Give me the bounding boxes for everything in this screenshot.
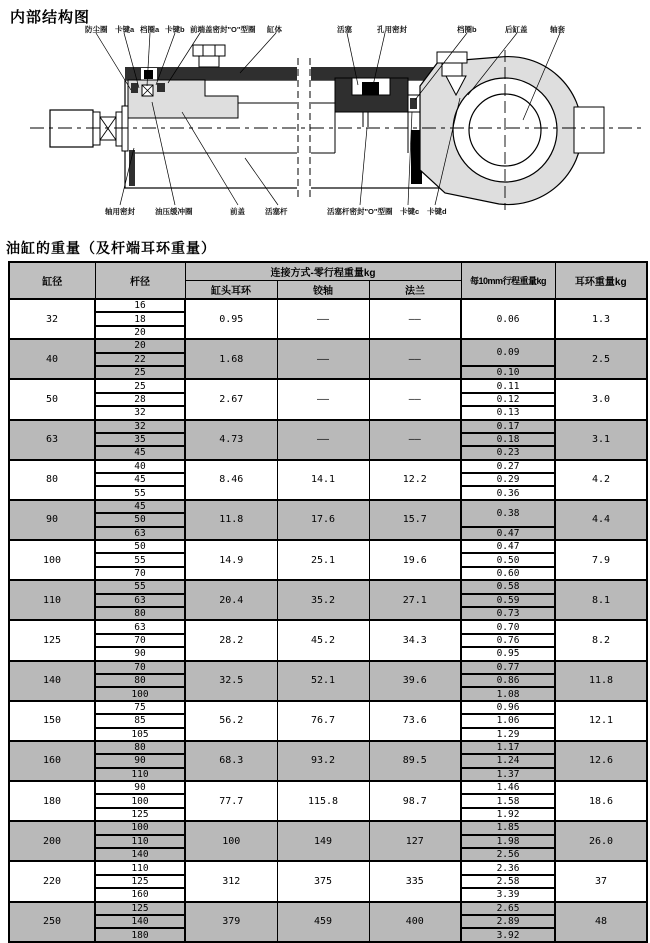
head-ring-weight-cell: 379 (185, 902, 277, 942)
table-row (9, 661, 647, 674)
header-per10mm: 每10mm行程重量kg (461, 262, 555, 299)
rod-diameter-cell: 40 (95, 460, 185, 473)
head-ring-weight-cell: 1.68 (185, 339, 277, 379)
rod-diameter-cell: 16 (95, 299, 185, 312)
per10mm-weight-cell: 0.58 (461, 580, 555, 593)
flange-weight-cell: 19.6 (369, 540, 461, 580)
rod-diameter-cell: 18 (95, 312, 185, 325)
pivot-weight-cell: —— (277, 339, 369, 379)
per10mm-weight-cell: 1.58 (461, 794, 555, 807)
part-label-front-oring: 前端盖密封"O"型圈 (190, 25, 256, 34)
table-row (9, 781, 647, 794)
rod-diameter-cell: 22 (95, 353, 185, 366)
rod-diameter-cell: 125 (95, 875, 185, 888)
bore-cell: 250 (9, 902, 95, 942)
ring-weight-cell: 4.4 (555, 500, 647, 540)
flange-weight-cell: 89.5 (369, 741, 461, 781)
per10mm-weight-cell: 0.12 (461, 393, 555, 406)
per10mm-weight-cell: 0.10 (461, 366, 555, 379)
rod-diameter-cell: 180 (95, 928, 185, 941)
part-label-dust-ring: 防尘圈 (85, 25, 108, 34)
table-row (9, 379, 647, 392)
bore-cell: 40 (9, 339, 95, 379)
pivot-weight-cell: 375 (277, 861, 369, 901)
pivot-weight-cell: —— (277, 299, 369, 339)
head-ring-weight-cell: 68.3 (185, 741, 277, 781)
per10mm-weight-cell: 0.50 (461, 553, 555, 566)
rod-diameter-cell: 85 (95, 714, 185, 727)
rod-diameter-cell: 55 (95, 486, 185, 499)
head-ring-weight-cell: 11.8 (185, 500, 277, 540)
per10mm-weight-cell: 2.89 (461, 915, 555, 928)
pivot-weight-cell: 45.2 (277, 620, 369, 660)
bore-cell: 220 (9, 861, 95, 901)
flange-weight-cell: 73.6 (369, 701, 461, 741)
rod-end (50, 106, 128, 151)
bore-cell: 90 (9, 500, 95, 540)
ring-weight-cell: 11.8 (555, 661, 647, 701)
per10mm-weight-cell: 0.09 (461, 339, 555, 366)
table-row (9, 420, 647, 433)
per10mm-weight-cell: 0.29 (461, 473, 555, 486)
rod-diameter-cell: 70 (95, 567, 185, 580)
rod-diameter-cell: 63 (95, 594, 185, 607)
table-row (9, 540, 647, 553)
bore-cell: 180 (9, 781, 95, 821)
table-row (9, 861, 647, 874)
per10mm-weight-cell: 3.39 (461, 888, 555, 901)
part-label-piston-rod: 活塞杆 (265, 207, 288, 216)
head-ring-weight-cell: 14.9 (185, 540, 277, 580)
internal-structure-diagram-section (0, 0, 650, 234)
weight-table-header (9, 262, 647, 299)
head-ring-weight-cell: 2.67 (185, 379, 277, 419)
table-row (9, 339, 647, 352)
head-ring-weight-cell: 32.5 (185, 661, 277, 701)
head-ring-weight-cell: 77.7 (185, 781, 277, 821)
dust-ring-seal (131, 83, 138, 93)
rod-diameter-cell: 50 (95, 513, 185, 526)
head-ring-weight-cell: 56.2 (185, 701, 277, 741)
flange-weight-cell: 335 (369, 861, 461, 901)
per10mm-weight-cell: 1.92 (461, 808, 555, 821)
head-ring-weight-cell: 312 (185, 861, 277, 901)
per10mm-weight-cell: 0.96 (461, 701, 555, 714)
rod-diameter-cell: 35 (95, 433, 185, 446)
rod-diameter-cell: 90 (95, 754, 185, 767)
bore-cell: 110 (9, 580, 95, 620)
part-label-bore-seal: 孔用密封 (377, 25, 407, 34)
rod-diameter-cell: 140 (95, 848, 185, 861)
table-row (9, 821, 647, 834)
rod-diameter-cell: 100 (95, 794, 185, 807)
pivot-weight-cell: 35.2 (277, 580, 369, 620)
bore-cell: 160 (9, 741, 95, 781)
part-label-front-cover: 前盖 (230, 207, 245, 216)
rod-diameter-cell: 80 (95, 741, 185, 754)
table-row (9, 580, 647, 593)
flange-weight-cell: —— (369, 420, 461, 460)
head-ring-weight-cell: 4.73 (185, 420, 277, 460)
rod-diameter-cell: 28 (95, 393, 185, 406)
pivot-weight-cell: 14.1 (277, 460, 369, 500)
ring-weight-cell: 2.5 (555, 339, 647, 379)
per10mm-weight-cell: 0.76 (461, 634, 555, 647)
rod-diameter-cell: 32 (95, 420, 185, 433)
flange-weight-cell: 27.1 (369, 580, 461, 620)
ring-weight-cell: 12.6 (555, 741, 647, 781)
rod-diameter-cell: 20 (95, 339, 185, 352)
table-row (9, 701, 647, 714)
per10mm-weight-cell: 0.59 (461, 594, 555, 607)
ring-weight-cell: 26.0 (555, 821, 647, 861)
per10mm-weight-cell: 0.86 (461, 674, 555, 687)
weight-table-title: 油缸的重量（及杆端耳环重量） (6, 240, 216, 256)
weight-table-body (9, 299, 647, 942)
per10mm-weight-cell: 1.06 (461, 714, 555, 727)
front-port-bolt (193, 45, 225, 67)
rod-diameter-cell: 80 (95, 607, 185, 620)
flange-weight-cell: 12.2 (369, 460, 461, 500)
header-pivot: 铰轴 (277, 281, 369, 300)
pivot-weight-cell: 115.8 (277, 781, 369, 821)
flange-weight-cell: 34.3 (369, 620, 461, 660)
rod-diameter-cell: 63 (95, 620, 185, 633)
pivot-weight-cell: 149 (277, 821, 369, 861)
cylinder-cross-section-drawing (0, 0, 650, 234)
ring-weight-cell: 3.1 (555, 420, 647, 460)
rod-diameter-cell: 110 (95, 768, 185, 781)
rod-diameter-cell: 45 (95, 473, 185, 486)
rod-diameter-cell: 105 (95, 728, 185, 741)
pivot-weight-cell: 93.2 (277, 741, 369, 781)
table-row (9, 460, 647, 473)
header-flange: 法兰 (369, 281, 461, 300)
per10mm-weight-cell: 1.46 (461, 781, 555, 794)
head-ring-weight-cell: 28.2 (185, 620, 277, 660)
head-ring-weight-cell: 100 (185, 821, 277, 861)
per10mm-weight-cell: 1.98 (461, 835, 555, 848)
part-label-key-b: 卡键b (165, 25, 185, 34)
pivot-weight-cell: —— (277, 379, 369, 419)
ring-weight-cell: 3.0 (555, 379, 647, 419)
ring-weight-cell: 1.3 (555, 299, 647, 339)
rod-diameter-cell: 90 (95, 647, 185, 660)
head-ring-weight-cell: 0.95 (185, 299, 277, 339)
rod-diameter-cell: 20 (95, 326, 185, 339)
flange-weight-cell: 98.7 (369, 781, 461, 821)
flange-weight-cell: —— (369, 339, 461, 379)
flange-weight-cell: 400 (369, 902, 461, 942)
rod-diameter-cell: 70 (95, 661, 185, 674)
rod-diameter-cell: 45 (95, 446, 185, 459)
flange-weight-cell: —— (369, 299, 461, 339)
ring-weight-cell: 37 (555, 861, 647, 901)
per10mm-weight-cell: 0.27 (461, 460, 555, 473)
rod-diameter-cell: 110 (95, 861, 185, 874)
ring-weight-cell: 18.6 (555, 781, 647, 821)
head-ring-weight-cell: 8.46 (185, 460, 277, 500)
bore-cell: 125 (9, 620, 95, 660)
header-head-ring: 缸头耳环 (185, 281, 277, 300)
flange-weight-cell: 127 (369, 821, 461, 861)
per10mm-weight-cell: 0.23 (461, 446, 555, 459)
diagram-title: 内部结构图 (10, 9, 91, 26)
head-ring-weight-cell: 20.4 (185, 580, 277, 620)
bore-cell: 50 (9, 379, 95, 419)
part-label-piston: 活塞 (337, 25, 352, 34)
rod-diameter-cell: 45 (95, 500, 185, 513)
bore-cell: 200 (9, 821, 95, 861)
table-row (9, 741, 647, 754)
ring-weight-cell: 4.2 (555, 460, 647, 500)
part-label-key-d: 卡键d (427, 207, 447, 216)
rod-diameter-cell: 70 (95, 634, 185, 647)
per10mm-weight-cell: 0.47 (461, 540, 555, 553)
part-label-bushing: 轴套 (550, 25, 565, 34)
header-connection: 连接方式-零行程重量kg (185, 262, 461, 281)
part-label-ring-a: 档圈a (140, 25, 160, 34)
ring-weight-cell: 48 (555, 902, 647, 942)
rod-diameter-cell: 100 (95, 821, 185, 834)
per10mm-weight-cell: 0.13 (461, 406, 555, 419)
rod-diameter-cell: 50 (95, 540, 185, 553)
part-label-rod-seal: 轴用密封 (105, 207, 135, 216)
rod-diameter-cell: 63 (95, 527, 185, 540)
cylinder-weight-table (8, 261, 648, 943)
table-row (9, 902, 647, 915)
part-label-key-c: 卡键c (400, 207, 420, 216)
flange-weight-cell: 15.7 (369, 500, 461, 540)
flange-weight-cell: 39.6 (369, 661, 461, 701)
per10mm-weight-cell: 1.85 (461, 821, 555, 834)
pivot-weight-cell: 17.6 (277, 500, 369, 540)
header-rod: 杆径 (95, 262, 185, 299)
per10mm-weight-cell: 1.17 (461, 741, 555, 754)
bore-cell: 150 (9, 701, 95, 741)
part-label-rod-oring: 活塞杆密封"O"型圈 (327, 207, 393, 216)
pivot-weight-cell: 459 (277, 902, 369, 942)
part-label-ring-b: 档圈b (457, 25, 477, 34)
per10mm-weight-cell: 0.60 (461, 567, 555, 580)
rod-diameter-cell: 75 (95, 701, 185, 714)
per10mm-weight-cell: 2.36 (461, 861, 555, 874)
per10mm-weight-cell: 1.29 (461, 728, 555, 741)
table-row (9, 620, 647, 633)
pivot-weight-cell: 76.7 (277, 701, 369, 741)
header-ring-weight: 耳环重量kg (555, 262, 647, 299)
ring-weight-cell: 7.9 (555, 540, 647, 580)
rod-diameter-cell: 125 (95, 902, 185, 915)
per10mm-weight-cell: 0.77 (461, 661, 555, 674)
table-row (9, 500, 647, 513)
rod-diameter-cell: 100 (95, 687, 185, 700)
per10mm-weight-cell: 1.37 (461, 768, 555, 781)
ring-weight-cell: 12.1 (555, 701, 647, 741)
rod-diameter-cell: 55 (95, 580, 185, 593)
pivot-weight-cell: 52.1 (277, 661, 369, 701)
per10mm-weight-cell: 2.56 (461, 848, 555, 861)
rod-diameter-cell: 110 (95, 835, 185, 848)
bore-cell: 32 (9, 299, 95, 339)
per10mm-weight-cell: 0.73 (461, 607, 555, 620)
rod-diameter-cell: 125 (95, 808, 185, 821)
rod-diameter-cell: 160 (95, 888, 185, 901)
part-label-rear-cap: 后缸盖 (505, 25, 528, 34)
ring-weight-cell: 8.2 (555, 620, 647, 660)
pivot-weight-cell: —— (277, 420, 369, 460)
ring-weight-cell: 8.1 (555, 580, 647, 620)
per10mm-weight-cell: 1.24 (461, 754, 555, 767)
rod-diameter-cell: 55 (95, 553, 185, 566)
per10mm-weight-cell: 2.58 (461, 875, 555, 888)
rod-diameter-cell: 25 (95, 379, 185, 392)
per10mm-weight-cell: 0.17 (461, 420, 555, 433)
per10mm-weight-cell: 2.65 (461, 902, 555, 915)
rod-diameter-cell: 25 (95, 366, 185, 379)
rod-diameter-cell: 90 (95, 781, 185, 794)
per10mm-weight-cell: 0.47 (461, 527, 555, 540)
per10mm-weight-cell: 0.11 (461, 379, 555, 392)
per10mm-weight-cell: 3.92 (461, 928, 555, 941)
header-bore: 缸径 (9, 262, 95, 299)
retaining-ring-b (410, 98, 417, 109)
pivot-weight-cell: 25.1 (277, 540, 369, 580)
per10mm-weight-cell: 1.08 (461, 687, 555, 700)
bore-cell: 63 (9, 420, 95, 460)
part-label-buffer-ring: 油压缓冲圈 (155, 207, 193, 216)
eye-boss (574, 107, 604, 153)
rod-diameter-cell: 32 (95, 406, 185, 419)
rod-diameter-cell: 80 (95, 674, 185, 687)
per10mm-weight-cell: 0.36 (461, 486, 555, 499)
table-row (9, 299, 647, 312)
part-label-barrel: 缸体 (267, 25, 282, 34)
bore-cell: 140 (9, 661, 95, 701)
flange-weight-cell: —— (369, 379, 461, 419)
rod-diameter-cell: 140 (95, 915, 185, 928)
part-label-key-a: 卡键a (115, 25, 135, 34)
bore-cell: 80 (9, 460, 95, 500)
per10mm-weight-cell: 0.95 (461, 647, 555, 660)
bore-cell: 100 (9, 540, 95, 580)
per10mm-weight-cell: 0.70 (461, 620, 555, 633)
per10mm-weight-cell: 0.06 (461, 299, 555, 339)
per10mm-weight-cell: 0.38 (461, 500, 555, 527)
per10mm-weight-cell: 0.18 (461, 433, 555, 446)
